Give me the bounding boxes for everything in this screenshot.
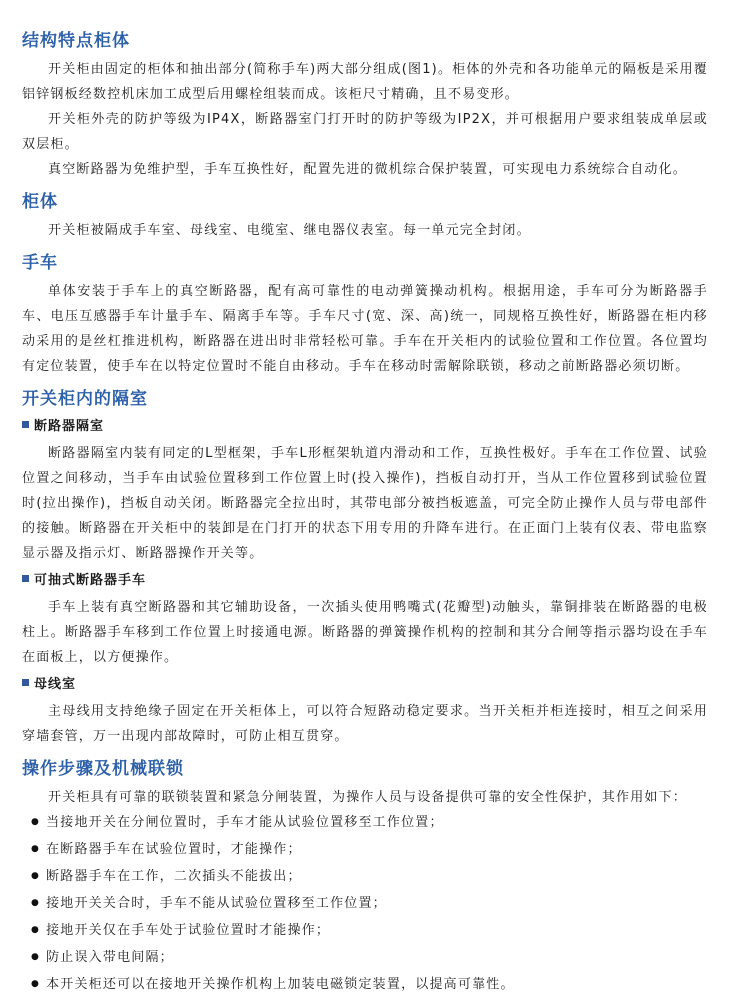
square-bullet-icon [22, 575, 29, 582]
list-item-text: 在断路器手车在试验位置时，才能操作； [46, 842, 302, 857]
section-heading: 结构特点柜体 [22, 31, 130, 51]
paragraph: 主母线用支持绝缘子固定在开关柜体上，可以符合短路动稳定要求。当开关柜并柜连接时，相互之间采用穿墙套管，万一出现内部故障时，可防止相互贯穿。 [22, 704, 708, 744]
subsection-heading-label: 断路器隔室 [34, 419, 105, 434]
subsection-heading-label: 母线室 [34, 677, 77, 692]
bullet-dot-icon: ● [31, 925, 41, 935]
list-item-text: 防止误入带电间隔； [46, 950, 174, 965]
bullet-dot-icon: ● [31, 844, 41, 854]
subsection-heading-label: 可抽式断路器手车 [34, 573, 147, 588]
paragraph: 开关柜具有可靠的联锁装置和紧急分闸装置，为操作人员与设备提供可靠的安全性保护，其作用如下： [48, 790, 688, 805]
list-item-text: 断路器手车在工作，二次插头不能拔出； [46, 869, 302, 884]
list-item [31, 918, 708, 943]
section-heading: 操作步骤及机械联锁 [22, 759, 184, 779]
section-heading: 开关柜内的隔室 [22, 389, 148, 409]
bullet-dot-icon: ● [31, 871, 41, 881]
paragraph: 开关柜由固定的柜体和抽出部分(简称手车)两大部分组成(图1)。柜体的外壳和各功能单元的隔板是采用覆铝锌钢板经数控机床加工成型后用螺栓组装而成。该柜尺寸精确，且不易变形。 [22, 62, 708, 102]
square-bullet-icon [22, 679, 29, 686]
list-item [31, 891, 708, 916]
paragraph: 断路器隔室内装有同定的L型框架，手车L形框架轨道内滑动和工作，互换性极好。手车在工作位置、试验位置之间移动，当手车由试验位置移到工作位置上时(投入操作)，挡板自动打开，当从工作位置移到试验位置时(拉出操作)，挡板自动关闭。断路器完全拉出时，其带电部分被挡板遮盖，可完全防止操作人员与带电部件的接触。断路器在开关柜中的装卸是在门打开的状态下用专用的升降车进行。在正面门上装有仪表、带电监察显示器及指示灯、断路器操作开关等。 [22, 446, 708, 561]
paragraph: 真空断路器为免维护型，手车互换性好，配置先进的微机综合保护装置，可实现电力系统综合自动化。 [48, 162, 688, 177]
paragraph: 开关柜外壳的防护等级为IP4X，断路器室门打开时的防护等级为IP2X，并可根据用户要求组装成单层或双层柜。 [22, 112, 708, 152]
list-item-text: 接地开关关合时，手车不能从试验位置移至工作位置； [46, 896, 387, 911]
section-heading: 手车 [22, 253, 58, 273]
list-item-text: 接地开关仅在手车处于试验位置时才能操作； [46, 923, 331, 938]
list-item-text: 当接地开关在分闸位置时，手车才能从试验位置移至工作位置； [46, 815, 444, 830]
subsection-heading [22, 415, 708, 439]
list-item [31, 864, 708, 889]
section-heading: 柜体 [22, 192, 58, 212]
paragraph: 单体安装于手车上的真空断路器，配有高可靠性的电动弹簧操动机构。根据用途，手车可分为断路器手车、电压互感器手车计量手车、隔离手车等。手车尺寸(宽、深、高)统一，同规格互换性好，断路器在柜内移动采用的是丝杠推进机构，断路器在进出时非常轻松可靠。手车在开关柜内的试验位置和工作位置。各位置均有定位装置，使手车在以特定位置时不能自由移动。手车在移动时需解除联锁，移动之前断路器必须切断。 [22, 284, 708, 374]
square-bullet-icon [22, 421, 29, 428]
list-item [31, 837, 708, 862]
bullet-dot-icon: ● [31, 898, 41, 908]
list-item [31, 945, 708, 970]
subsection-heading [22, 569, 708, 593]
list-item [31, 810, 708, 835]
paragraph: 开关柜被隔成手车室、母线室、电缆室、继电器仪表室。每一单元完全封闭。 [48, 223, 531, 238]
list-item-text: 本开关柜还可以在接地开关操作机构上加装电磁锁定装置，以提高可靠性。 [46, 977, 515, 992]
bullet-dot-icon: ● [31, 817, 41, 827]
bullet-dot-icon: ● [31, 979, 41, 989]
bullet-dot-icon: ● [31, 952, 41, 962]
subsection-heading [22, 673, 708, 697]
list-item [31, 972, 708, 997]
paragraph: 手车上装有真空断路器和其它辅助设备，一次插头使用鸭嘴式(花瓣型)动触头，靠铜排装在断路器的电极柱上。断路器手车移到工作位置上时接通电源。断路器的弹簧操作机构的控制和其分合闸等指示器均设在手车在面板上，以方便操作。 [22, 600, 708, 665]
manual-document [22, 30, 708, 997]
